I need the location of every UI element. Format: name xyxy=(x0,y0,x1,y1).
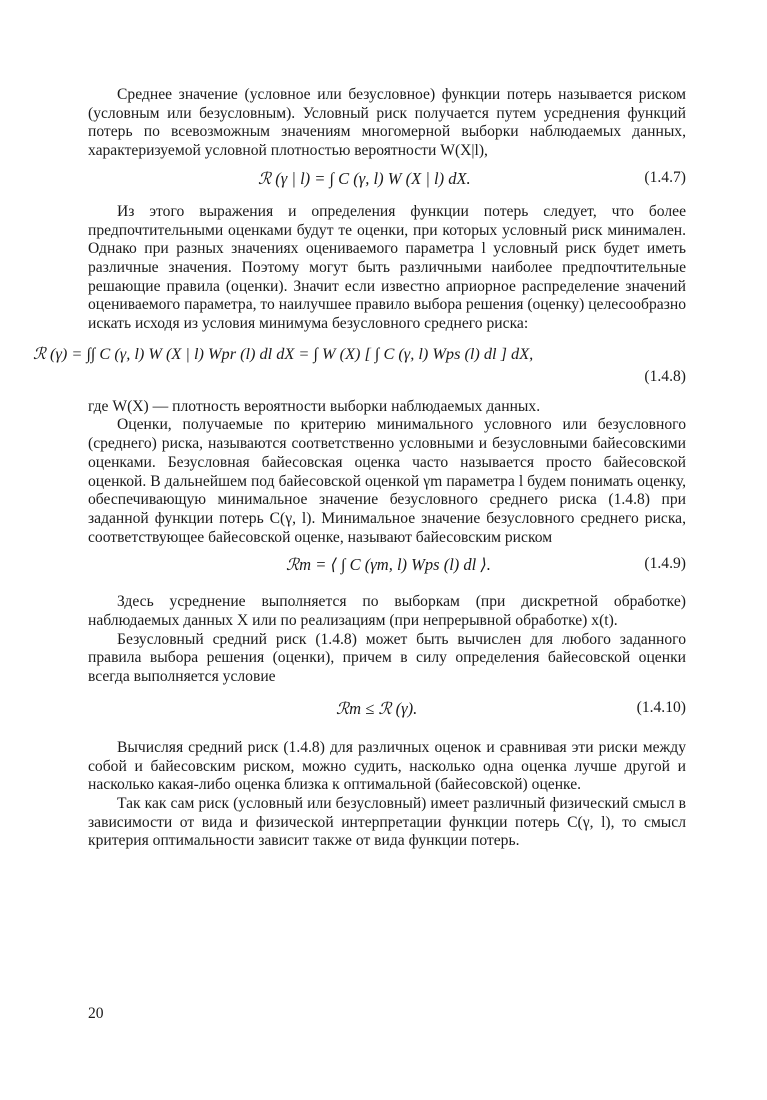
equation-1-4-8-number: (1.4.8) xyxy=(644,367,686,385)
equation-1-4-10-number: (1.4.10) xyxy=(636,698,686,716)
equation-1-4-7-formula: ℛ (γ | l) = ∫ C (γ, l) W (X | l) dX. xyxy=(258,168,471,188)
equation-1-4-9-number: (1.4.9) xyxy=(644,555,686,573)
equation-1-4-7 xyxy=(88,161,686,199)
paragraph-where: где W(X) — плотность вероятности выборки наблюдаемых данных. xyxy=(88,397,541,415)
paragraph-conditional-risk: Из этого выражения и определения функции потерь следует, что более предпочтительными оценками будут те оценки, при которых условный риск минимален. Однако при разных значениях оцениваемого параметра l условный риск будет иметь различные значения. Поэтому могут быть различными наиболее предпочтительные решающие правила (оценки). Значит если известно априорное распределение значений оцениваемого параметра, то наилучшее правило выбора решения (оценку) целесообразно искать исходя из условия минимума безусловного среднего риска: xyxy=(88,202,687,333)
paragraph-comparison: Вычисляя средний риск (1.4.8) для различных оценок и сравнивая эти риски между собой и байесовским риском, можно судить, насколько одна оценка лучше другой и насколько какая-либо оценка близка к оптимальной (байесовской) оценке. xyxy=(88,738,686,794)
equation-1-4-10-formula: ℛm ≤ ℛ (γ). xyxy=(336,698,418,718)
equation-1-4-8 xyxy=(33,334,686,394)
page-body xyxy=(33,86,687,851)
page-number: 20 xyxy=(88,1005,104,1022)
equation-1-4-9 xyxy=(88,547,686,585)
paragraph-unconditional-risk: Безусловный средний риск (1.4.8) может быть вычислен для любого заданного правила выбора решения (оценки), причем в силу определения байесовской оценки всегда выполняется условие xyxy=(88,630,686,686)
paragraph-bayes-estimates: Оценки, получаемые по критерию минимального условного или безусловного (среднего) риска, называются соответственно условными и безусловными байесовскими оценками. Безусловная байесовская оценка часто называется просто байесовской оценкой. В дальнейшем под байесовской оценкой γm параметра l будем понимать оценку, обеспечивающую минимальное значение безусловного среднего риска (1.4.8) при заданной функции потерь C(γ, l). Минимальное значение безусловного среднего риска, соответствующее байесовской оценке, называют байесовским риском xyxy=(88,416,686,546)
paragraph-risk-definition: Среднее значение (условное или безусловное) функции потерь называется риском (условным или безусловным). Условный риск получается путем усреднения функций потерь по всевозможным значениям многомерной выборки наблюдаемых данных, характеризуемой условной плотностью вероятности W(X|l), xyxy=(88,86,686,160)
equation-1-4-10 xyxy=(88,691,686,729)
paragraph-averaging: Здесь усреднение выполняется по выборкам (при дискретной обработке) наблюдаемых данных X или по реализациям (при непрерывной обработке) x(t). xyxy=(88,593,686,630)
equation-1-4-9-formula: ℛm = ⟨ ∫ C (γm, l) Wps (l) dl ⟩. xyxy=(286,555,491,575)
equation-1-4-8-formula: ℛ (γ) = ∫∫ C (γ, l) W (X | l) Wpr (l) dl dX = ∫ W (X) [ ∫ C (γ, l) Wps (l) dl ] dX, xyxy=(33,343,534,363)
paragraph-physical-meaning: Так как сам риск (условный или безусловный) имеет различный физический смысл в зависимости от вида и физической интерпретации функции потерь C(γ, l), то смысл критерия оптимальности зависит также от вида функции потерь. xyxy=(88,794,686,850)
equation-1-4-7-number: (1.4.7) xyxy=(644,168,686,186)
